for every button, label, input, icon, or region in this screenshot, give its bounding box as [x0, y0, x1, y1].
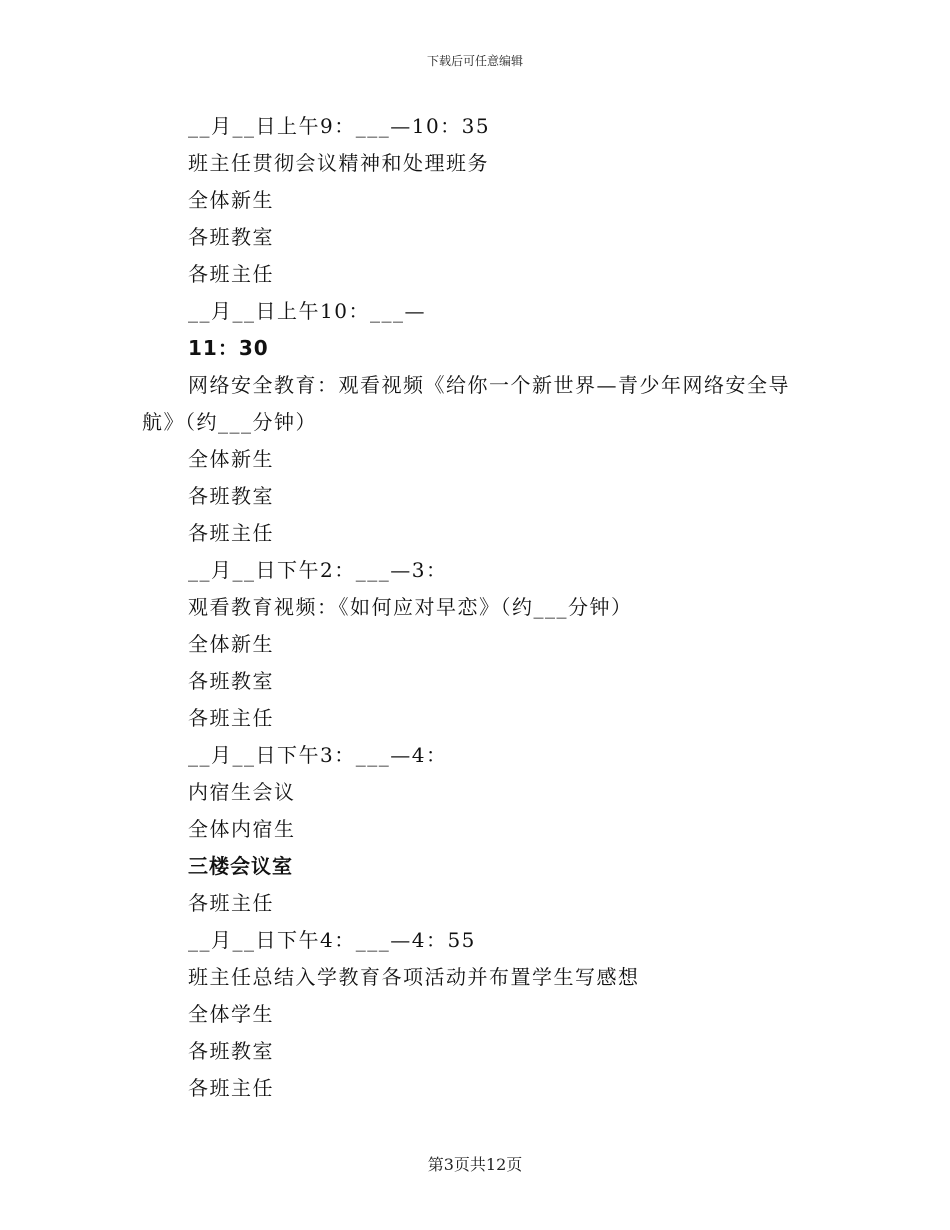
responsible-4: 各班主任 — [188, 891, 274, 915]
activity-3: 观看教育视频：《如何应对早恋》（约___分钟） — [188, 595, 633, 619]
responsible-5: 各班主任 — [188, 1076, 274, 1100]
schedule-time-2-end: 11：30 — [188, 336, 269, 360]
page-header: 下载后可任意编辑 — [426, 54, 523, 68]
location-1: 各班教室 — [188, 225, 274, 249]
activity-4: 内宿生会议 — [188, 780, 296, 804]
participants-3: 全体新生 — [188, 632, 274, 656]
location-3: 各班教室 — [188, 669, 274, 693]
activity-2-continued: 航》（约___分钟） — [142, 410, 317, 434]
schedule-time-2: __月__日上午10：___— — [188, 299, 426, 323]
participants-2: 全体新生 — [188, 447, 274, 471]
schedule-time-5: __月__日下午4：___—4：55 — [188, 928, 476, 952]
activity-5: 班主任总结入学教育各项活动并布置学生写感想 — [188, 965, 640, 989]
participants-1: 全体新生 — [188, 188, 274, 212]
schedule-time-1: __月__日上午9：___—10：35 — [188, 114, 491, 138]
responsible-3: 各班主任 — [188, 706, 274, 730]
schedule-time-4: __月__日下午3：___—4： — [188, 743, 448, 767]
responsible-1: 各班主任 — [188, 262, 274, 286]
responsible-2: 各班主任 — [188, 521, 274, 545]
activity-1: 班主任贯彻会议精神和处理班务 — [188, 151, 489, 175]
location-4: 三楼会议室 — [188, 854, 293, 878]
participants-4: 全体内宿生 — [188, 817, 296, 841]
activity-2: 网络安全教育：观看视频《给你一个新世界—青少年网络安全导 — [188, 373, 790, 397]
page-footer: 第3页共12页 — [427, 1155, 523, 1174]
location-2: 各班教室 — [188, 484, 274, 508]
location-5: 各班教室 — [188, 1039, 274, 1063]
schedule-time-3: __月__日下午2：___—3： — [188, 558, 448, 582]
participants-5: 全体学生 — [188, 1002, 274, 1026]
